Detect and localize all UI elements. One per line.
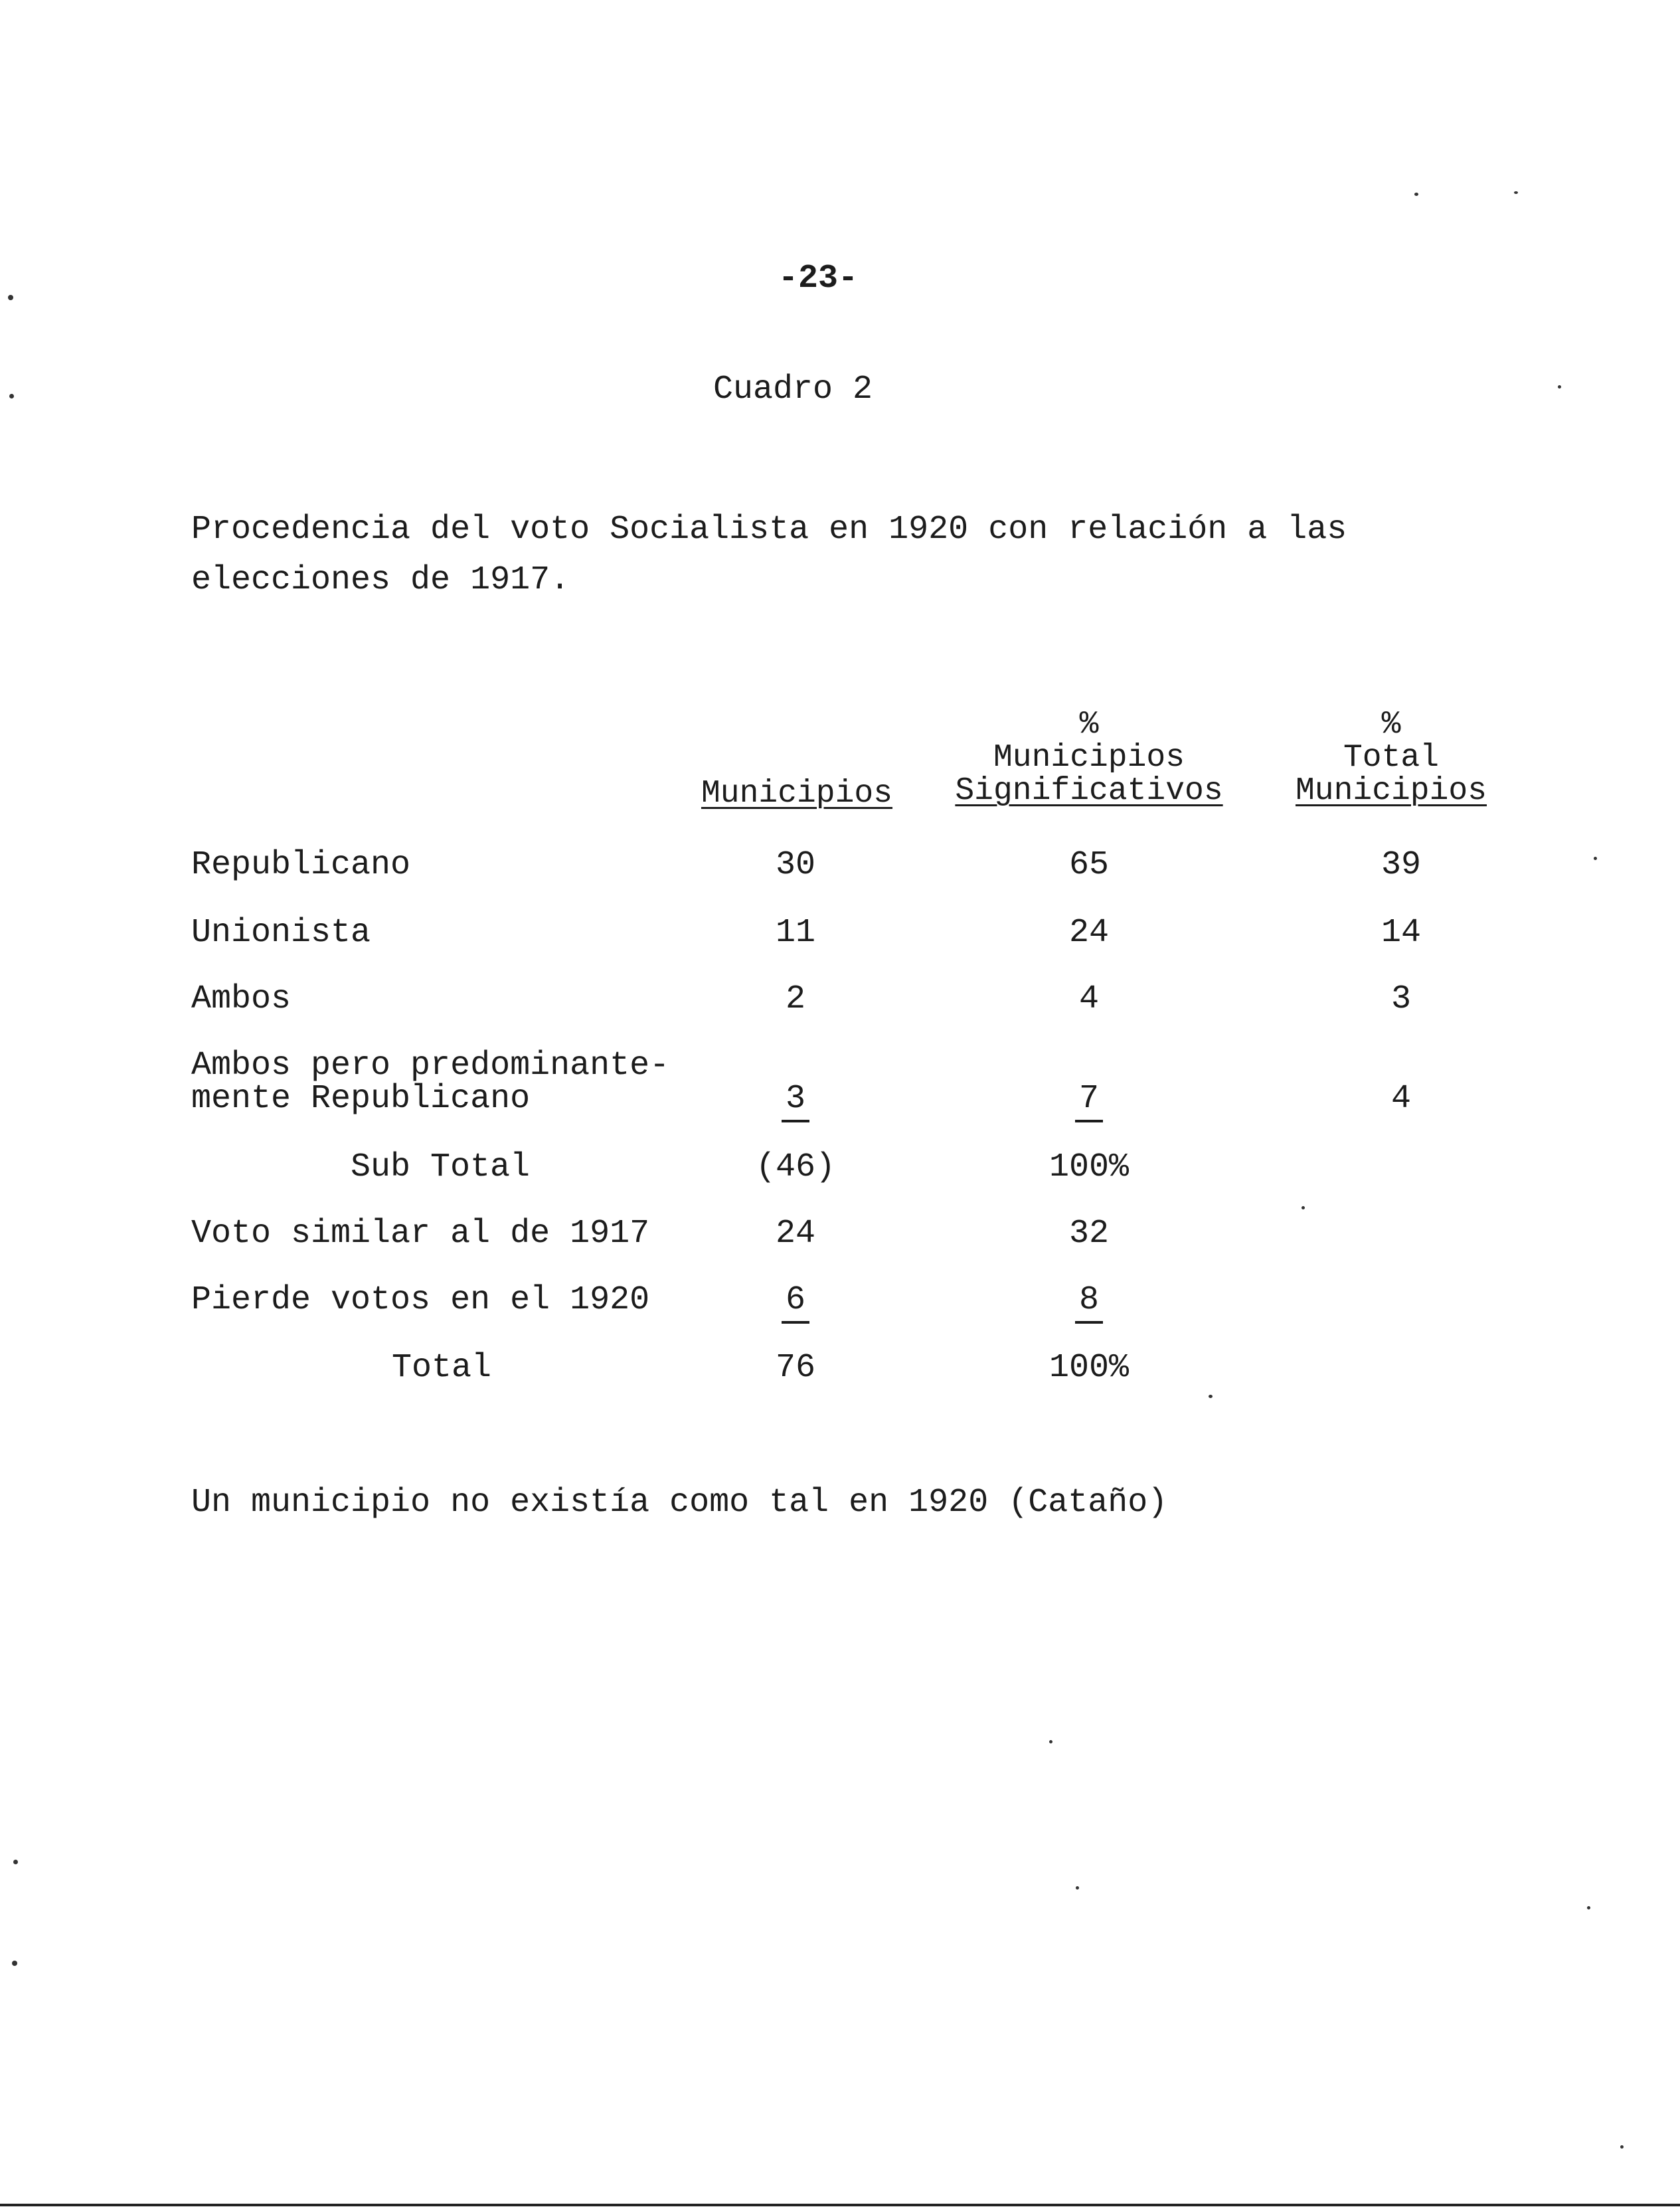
header-col2-line2: Significativos — [955, 773, 1223, 809]
scan-speck — [1414, 193, 1418, 196]
row-label-ambos-predominante — [191, 1049, 669, 1116]
cell-pct-significativos: 100% — [1049, 1349, 1130, 1387]
scan-speck — [1514, 191, 1518, 194]
cell-pct-significativos — [1016, 1281, 1162, 1324]
scan-speck — [1076, 1886, 1079, 1890]
cell-municipios: 76 — [775, 1349, 815, 1387]
page-bottom-edge — [0, 2204, 1680, 2206]
page-number: -23- — [778, 260, 859, 298]
cell-pct-significativos: 100% — [1049, 1148, 1130, 1186]
underlined-value: 6 — [782, 1284, 809, 1324]
cell-municipios: 24 — [775, 1215, 815, 1253]
header-col3-line2: Municipios — [1295, 773, 1487, 809]
header-col3-pct: % — [1381, 707, 1401, 743]
row-label-subtotal: Sub Total — [351, 1148, 531, 1186]
header-municipios — [664, 777, 930, 810]
cell-pct-total: 3 — [1390, 980, 1411, 1018]
cell-municipios: 30 — [775, 846, 815, 884]
cell-pct-significativos — [1016, 1080, 1162, 1122]
scan-speck — [1594, 857, 1597, 860]
scan-speck — [12, 1961, 17, 1966]
cell-municipios — [722, 1080, 869, 1122]
scan-speck — [8, 295, 13, 300]
row-label-republicano: Republicano — [191, 846, 411, 884]
scan-speck — [13, 1860, 18, 1864]
footnote: Un municipio no existía como tal en 1920 (Cataño) — [191, 1484, 1168, 1522]
header-pct-total — [1275, 708, 1507, 808]
cell-municipios: 2 — [785, 980, 805, 1018]
scan-speck — [1558, 385, 1561, 389]
cell-pct-significativos: 4 — [1078, 980, 1099, 1018]
cell-pct-total: 39 — [1381, 846, 1421, 884]
header-col2-pct: % — [1079, 707, 1099, 743]
scan-speck — [1302, 1206, 1305, 1209]
scan-speck — [9, 394, 14, 398]
row-label-line-1: Ambos pero predominante- — [191, 1047, 670, 1085]
row-label-unionista: Unionista — [191, 914, 371, 952]
cell-pct-total: 14 — [1381, 914, 1421, 952]
row-label-voto-similar: Voto similar al de 1917 — [191, 1215, 650, 1253]
table-label: Cuadro 2 — [713, 371, 873, 408]
row-label-pierde-votos: Pierde votos en el 1920 — [191, 1281, 650, 1319]
cell-municipios — [722, 1281, 869, 1324]
scan-speck — [1049, 1740, 1052, 1743]
cell-municipios: 11 — [775, 914, 815, 952]
cell-municipios: (46) — [755, 1148, 836, 1186]
table-caption — [191, 505, 1347, 606]
underlined-value: 8 — [1075, 1284, 1103, 1324]
row-label-ambos: Ambos — [191, 980, 292, 1018]
cell-pct-significativos: 65 — [1068, 846, 1109, 884]
scan-speck — [1587, 1906, 1590, 1909]
caption-line-1: Procedencia del voto Socialista en 1920 con relación a las — [191, 511, 1347, 549]
cell-pct-significativos: 24 — [1068, 914, 1109, 952]
scan-speck — [1620, 2145, 1624, 2149]
header-col3-line1: Total — [1343, 740, 1440, 776]
underlined-value: 7 — [1075, 1083, 1103, 1122]
header-col2-line1: Municipios — [993, 740, 1185, 776]
underlined-value: 3 — [782, 1083, 809, 1122]
cell-pct-total: 4 — [1390, 1080, 1411, 1118]
row-label-line-2: mente Republicano — [191, 1080, 531, 1118]
scan-speck — [1209, 1395, 1213, 1398]
header-municipios-label: Municipios — [701, 776, 893, 812]
caption-line-2: elecciones de 1917. — [191, 561, 570, 599]
row-label-total: Total — [392, 1349, 492, 1387]
cell-pct-significativos: 32 — [1068, 1215, 1109, 1253]
header-pct-significativos — [936, 708, 1242, 808]
